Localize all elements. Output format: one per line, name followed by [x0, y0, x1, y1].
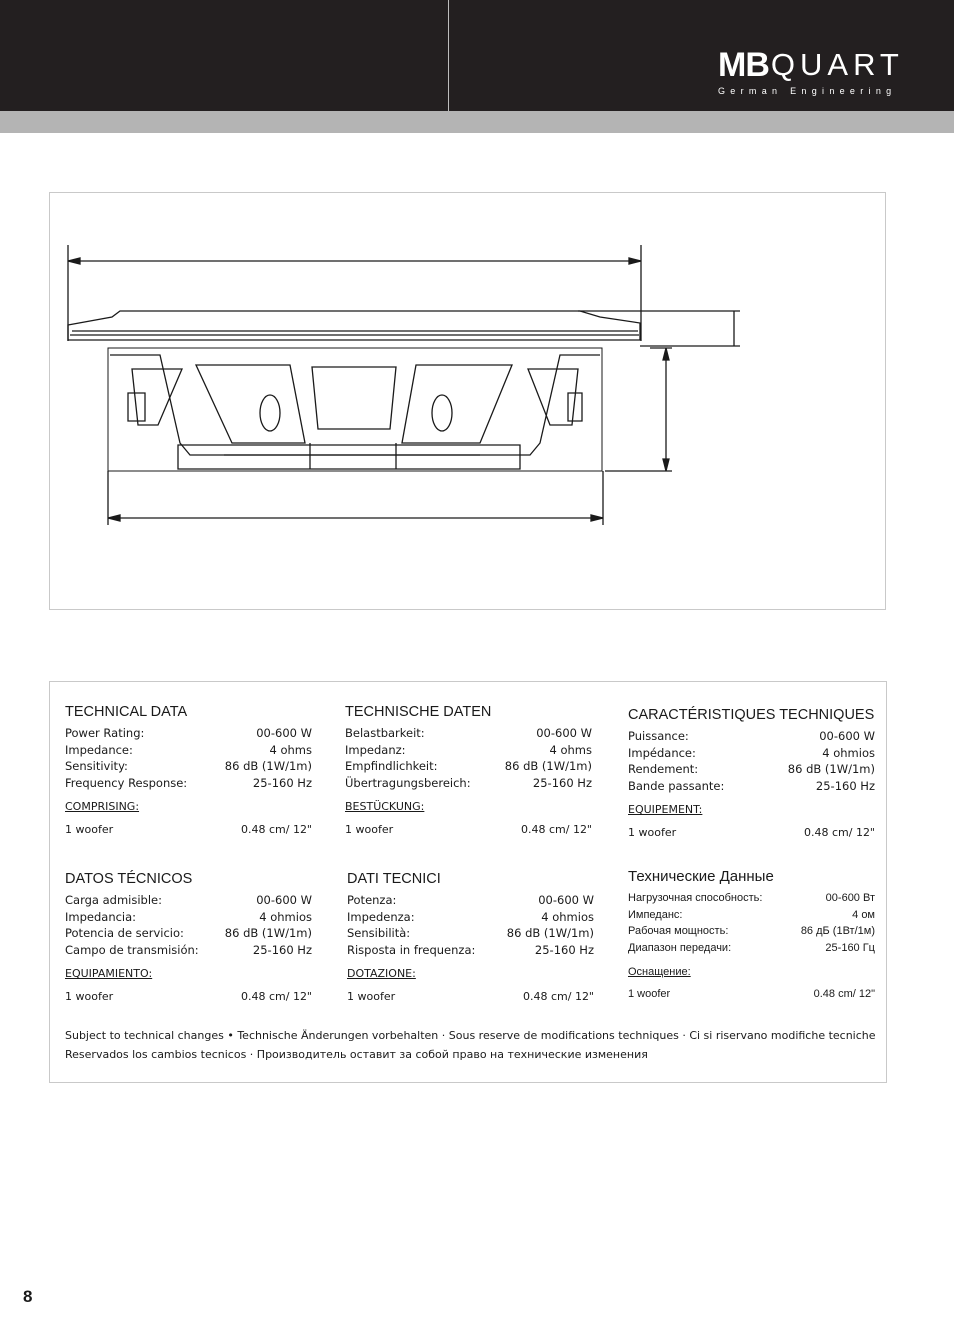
subwoofer-side-drawing: [50, 193, 887, 611]
spec-row: [345, 758, 592, 775]
woofer-label: 1 woofer: [347, 990, 396, 1003]
woofer-label: 1 woofer: [65, 823, 114, 836]
woofer-row: [628, 826, 875, 839]
spec-label: Empfindlichkeit:: [345, 759, 438, 773]
woofer-label: 1 woofer: [628, 826, 677, 839]
equipment-heading: EQUIPEMENT:: [628, 803, 703, 816]
logo-tagline: German Engineering: [718, 86, 897, 96]
spec-row: [628, 745, 875, 762]
woofer-row: [628, 988, 875, 1000]
spec-value: 4 ohmios: [822, 745, 875, 760]
spec-label: Carga admisible:: [65, 893, 162, 907]
technical-data-es: [65, 871, 312, 1003]
spec-row: [65, 725, 312, 742]
spec-value: 25-160 Hz: [534, 942, 594, 957]
spec-label: Импеданс:: [628, 908, 683, 921]
logo-quart: QUART: [770, 47, 904, 82]
section-title: DATI TECNICI: [347, 871, 441, 887]
spec-value: 86 dB (1W/1m): [224, 759, 312, 773]
spec-label: Rendement:: [628, 762, 699, 776]
spec-row: [65, 742, 312, 759]
spec-label: Campo de transmisión:: [65, 942, 199, 957]
spec-label: Bande passante:: [628, 778, 725, 793]
technical-data-it: [347, 871, 594, 1003]
woofer-label: 1 woofer: [65, 990, 114, 1003]
dimension-drawing-panel: [49, 192, 886, 610]
section-title: Технические Данные: [628, 868, 774, 885]
mbquart-logo: [718, 46, 904, 96]
spec-value: 86 dB (1W/1m): [224, 926, 312, 940]
spec-value: 86 dB (1W/1m): [787, 762, 875, 776]
section-title: TECHNICAL DATA: [65, 704, 188, 720]
woofer-size: 0.48 cm/ 12": [520, 823, 592, 836]
spec-label: Belastbarkeit:: [345, 726, 425, 740]
logo-mb: MB: [718, 46, 769, 84]
spec-label: Диапазон передачи:: [628, 941, 732, 954]
woofer-size: 0.48 cm/ 12": [803, 826, 875, 839]
logo-wordmark: [718, 46, 904, 84]
spec-label: Нагрузочная способность:: [628, 892, 763, 904]
spec-row: [345, 742, 592, 759]
spec-row: [65, 942, 312, 959]
spec-row: [347, 892, 594, 909]
equipment-heading: EQUIPAMIENTO:: [65, 967, 153, 980]
woofer-label: 1 woofer: [345, 823, 394, 836]
spec-value: 25-160 Hz: [252, 775, 312, 790]
technical-changes-note: Reservados los cambios tecnicos · Производитель оставит за собой право на технические изменения: [65, 1048, 648, 1061]
woofer-size: 0.48 cm/ 12": [240, 990, 312, 1003]
spec-value: 00-600 W: [536, 726, 592, 740]
spec-row: [65, 925, 312, 942]
woofer-row: [347, 990, 594, 1003]
section-title: TECHNISCHE DATEN: [345, 704, 492, 720]
spec-value: 25-160 Гц: [825, 941, 875, 954]
spec-value: 4 ohms: [269, 742, 312, 757]
spec-label: Impedenza:: [347, 909, 415, 924]
spec-value: 4 ohmios: [259, 909, 312, 924]
spec-row: [65, 758, 312, 775]
woofer-row: [65, 990, 312, 1003]
spec-label: Sensibilità:: [347, 926, 411, 940]
spec-value: 25-160 Hz: [252, 942, 312, 957]
technical-data-fr: [628, 707, 875, 839]
spec-value: 00-600 W: [538, 893, 594, 907]
spec-row: [345, 775, 592, 792]
spec-value: 25-160 Hz: [815, 778, 875, 793]
spec-label: Risposta in frequenza:: [347, 942, 476, 957]
spec-value: 00-600 Вт: [825, 892, 875, 904]
spec-row: [347, 942, 594, 959]
spec-label: Impedancia:: [65, 909, 137, 924]
header-divider: [448, 0, 449, 111]
technical-data-panel: [49, 681, 887, 1083]
spec-row: [628, 940, 875, 957]
spec-value: 4 ohms: [549, 742, 592, 757]
technical-data-en: [65, 704, 312, 836]
technical-changes-note: Subject to technical changes • Technische Änderungen vorbehalten · Sous reserve de modifications techniques · Ci si riservano modifiche tecniche: [65, 1029, 876, 1042]
page-number: 8: [23, 1287, 33, 1306]
woofer-row: [345, 823, 592, 836]
spec-label: Potenza:: [347, 893, 397, 907]
equipment-heading: Оснащение:: [628, 966, 691, 978]
spec-row: [65, 892, 312, 909]
section-title: DATOS TÉCNICOS: [65, 871, 193, 887]
spec-label: Impédance:: [628, 745, 696, 760]
spec-label: Puissance:: [628, 729, 689, 743]
spec-value: 00-600 W: [819, 729, 875, 743]
woofer-row: [65, 823, 312, 836]
spec-row: [628, 728, 875, 745]
spec-row: [628, 761, 875, 778]
spec-value: 4 ом: [852, 908, 875, 921]
spec-value: 4 ohmios: [541, 909, 594, 924]
header-band: [0, 111, 954, 133]
spec-value: 00-600 W: [256, 726, 312, 740]
spec-row: [347, 909, 594, 926]
spec-label: Potencia de servicio:: [65, 926, 184, 940]
spec-label: Frequency Response:: [65, 775, 188, 790]
spec-label: Рабочая мощность:: [628, 925, 729, 937]
spec-value: 86 дБ (1Вт/1м): [800, 925, 875, 937]
spec-label: Impedanz:: [345, 742, 406, 757]
spec-row: [65, 775, 312, 792]
equipment-heading: BESTÜCKUNG:: [345, 800, 425, 813]
spec-row: [628, 923, 875, 940]
woofer-label: 1 woofer: [628, 988, 671, 1000]
spec-label: Power Rating:: [65, 726, 145, 740]
equipment-heading: DOTAZIONE:: [347, 967, 416, 980]
spec-row: [628, 907, 875, 924]
spec-label: Übertragungsbereich:: [345, 775, 471, 790]
section-title: CARACTÉRISTIQUES TECHNIQUES: [628, 707, 875, 723]
technical-data-ru: [628, 868, 875, 1000]
spec-row: [347, 925, 594, 942]
woofer-size: 0.48 cm/ 12": [240, 823, 312, 836]
spec-label: Impedance:: [65, 742, 133, 757]
equipment-heading: COMPRISING:: [65, 800, 140, 813]
spec-row: [628, 890, 875, 907]
technical-data-de: [345, 704, 592, 836]
woofer-size: 0.48 cm/ 12": [813, 988, 875, 1000]
spec-value: 25-160 Hz: [532, 775, 592, 790]
spec-value: 86 dB (1W/1m): [506, 926, 594, 940]
spec-row: [628, 778, 875, 795]
spec-label: Sensitivity:: [65, 759, 128, 773]
spec-row: [65, 909, 312, 926]
spec-value: 86 dB (1W/1m): [504, 759, 592, 773]
woofer-size: 0.48 cm/ 12": [522, 990, 594, 1003]
spec-row: [345, 725, 592, 742]
spec-value: 00-600 W: [256, 893, 312, 907]
